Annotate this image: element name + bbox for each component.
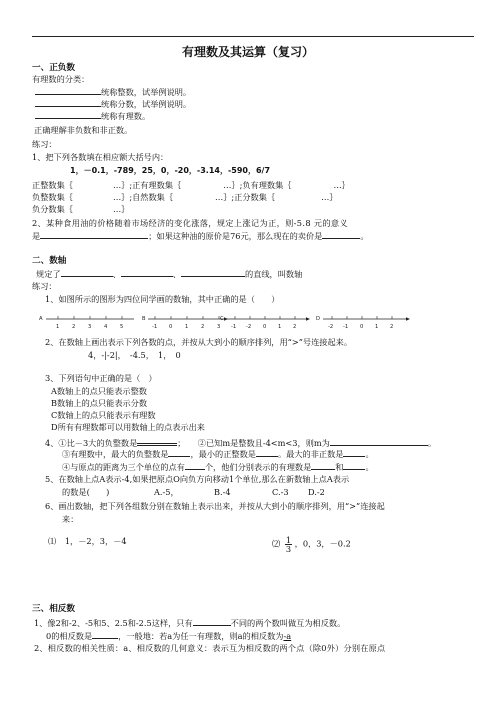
axis-c-tick-0: -1 — [231, 324, 237, 330]
question-2-2-numbers: 4，-|-2|， -4.5， 1， 0 — [88, 350, 181, 360]
axis-c-tick-3: 1 — [278, 324, 282, 330]
q4-part2: ； ②已知m是整数且-4<m<3，则m为 — [177, 438, 330, 448]
axis-b-tick-4: 3 — [217, 324, 221, 330]
question-2-4-line3 — [62, 461, 374, 472]
q3-1-part1: 1、像2和-2、-5和5、2.5和-2.5这样，只有 — [34, 618, 193, 628]
classification-line-3 — [35, 110, 150, 121]
option-b: B数轴上的点只能表示分数 — [51, 398, 148, 408]
numberline-definition — [36, 268, 302, 279]
set-negative-rational: …｝;负有理数集｛ — [223, 180, 292, 190]
axis-a-tick-2: 3 — [88, 324, 92, 330]
question-2-5-line2 — [62, 487, 325, 497]
practice-label-2: 练习： — [32, 281, 57, 291]
q4-4-part2: 个，他们分别表示的有理数是 — [204, 462, 312, 472]
axis-b-tick-1: 0 — [169, 324, 173, 330]
section-3-heading: 三、相反数 — [32, 604, 75, 614]
definition-suffix: 的直线，叫数轴 — [244, 269, 303, 279]
group-1-numbers: 1，－2，3，－4 — [64, 536, 127, 546]
classification-text-2: 统称分数，试举例说明。 — [101, 99, 192, 109]
section-2-heading: 二、数轴 — [32, 256, 67, 266]
axis-c-tick-2: 0 — [263, 324, 267, 330]
sets-row-3 — [32, 204, 129, 214]
q4-3-part4: 。 — [365, 449, 374, 459]
q4-3-part1: ③有理数中，最大的负整数是 — [62, 449, 169, 459]
option-d: D所有有理数都可以用数轴上的点表示出来 — [51, 422, 205, 432]
set-negative-integer: 负整数集｛ — [32, 192, 73, 202]
q5-option-c: C.-3 — [272, 487, 289, 497]
question-3-2: 2、相反数的相关性质：a、相反数的几何意义：表示互为相反数的两个点（除0外）分别在原点 — [34, 643, 386, 653]
definition-sep-2: 、 — [172, 269, 181, 279]
classification-label: 有理数的分类： — [32, 74, 90, 84]
axis-d-tick-1: -1 — [343, 324, 349, 330]
axis-d-letter: D — [316, 316, 320, 322]
section-1-heading: 一、正负数 — [32, 63, 75, 73]
axis-d-tick-3: 1 — [375, 324, 379, 330]
q4-part3: 。 — [427, 438, 437, 448]
axis-d-tick-0: -2 — [328, 324, 334, 330]
question-2-2: 2、在数轴上画出表示下列各数的点，并按从大到小的顺序排列，用“>”号连接起来。 — [45, 337, 353, 347]
understand-text: 正确理解非负数和非正数。 — [34, 125, 133, 135]
question-3-1-line2 — [46, 630, 291, 641]
axis-a-tick-3: 4 — [104, 324, 108, 330]
number-line-c — [220, 316, 310, 330]
q3-1-part2: 不同的两个数叫做互为相反数。 — [230, 618, 346, 628]
q2-mid: ；如果这种油的原价是76元，那么现在的卖价是 — [148, 231, 323, 241]
sets-row-2 — [32, 192, 338, 202]
q3-1-l2-part1: 0的相反数是 — [46, 631, 93, 641]
question-2-6: 6、画出数轴，把下列各组数分别在数轴上表示出来，并按从大到小的顺序排列，用“>”连接起 — [45, 501, 385, 511]
q5-answer-prompt: 的数是( ) — [62, 487, 110, 497]
classification-text-3: 统称有理数。 — [101, 111, 151, 121]
axis-b-tick-3: 2 — [201, 324, 205, 330]
q4-4-part4: 。 — [365, 462, 374, 472]
question-1-2-line1: 2、某种食用油的价格随着市场经济的变化涨落，规定上涨记为正，则-5.8 元的意义 — [32, 218, 348, 228]
axis-a-tick-4: 5 — [120, 324, 124, 330]
fraction-numerator: 1 — [285, 535, 292, 545]
sets-row-1 — [32, 180, 350, 190]
q4-3-part3: 。最大的非正数是 — [277, 449, 344, 459]
option-c: C数轴上的点只能表示有理数 — [51, 410, 156, 420]
set-positive-rational: …｝;正有理数集｛ — [112, 180, 182, 190]
q5-option-a: A.-5， — [154, 487, 179, 497]
definition-prefix: 规定了 — [36, 269, 61, 279]
axis-c-tick-4: 2 — [293, 324, 297, 330]
question-1-2-line2 — [32, 230, 369, 241]
q4-part1: 4、①比－3大的负整数是 — [45, 438, 138, 448]
question-2-5: 5、在数轴上点A表示-4,如果把原点O向负方向移动1个单位,那么在新数轴上点A表示 — [45, 474, 350, 484]
q3-1-l2-part2: ，一般地：若a为任一有理数，则a的相反数为 — [118, 631, 284, 641]
q2-end: 。 — [360, 231, 369, 241]
fraction-one-third — [285, 536, 292, 553]
axis-a-letter: A — [39, 316, 43, 322]
q5-option-b: B.-4 — [214, 487, 231, 497]
number-line-a — [39, 316, 134, 330]
axis-b-tick-2: 1 — [185, 324, 189, 330]
group-2-label: ⑵ — [272, 538, 281, 549]
axis-d-tick-2: 0 — [360, 324, 364, 330]
q2-prefix: 是 — [32, 231, 41, 241]
question-2-4-line1 — [45, 435, 436, 448]
question-3-1 — [34, 617, 345, 628]
axis-b-tick-0: -1 — [152, 324, 158, 330]
group-1-label: ⑴ — [48, 536, 57, 546]
definition-sep-1: 、 — [112, 269, 121, 279]
page-title: 有理数及其运算（复习） — [181, 45, 314, 59]
set-close-3: …｝ — [112, 204, 130, 214]
q4-4-part3: 和 — [335, 462, 344, 472]
q3-1-l2-part3: -a — [283, 631, 292, 641]
top-rule — [32, 36, 474, 37]
question-2-4-line2 — [62, 448, 374, 459]
number-line-b — [142, 316, 228, 330]
axis-a-tick-1: 2 — [72, 324, 76, 330]
question-2-3: 3、下列语句中正确的是（ ） — [45, 373, 157, 383]
axis-c-letter: C — [220, 316, 224, 322]
set-natural: …｝;自然数集｛ — [112, 192, 174, 202]
classification-text-1: 统称整数，试举例说明。 — [101, 87, 192, 97]
axis-d-tick-4: 2 — [390, 324, 394, 330]
group-2 — [272, 536, 351, 553]
q4-4-part1: ④与原点的距离为三个单位的点有 — [62, 462, 185, 472]
question-2-6-cont: 来： — [62, 514, 79, 524]
question-1-1: 1、把下列各数填在相应额大括号内： — [32, 152, 169, 162]
axis-a-tick-0: 1 — [56, 324, 60, 330]
axis-c-tick-1: -2 — [246, 324, 252, 330]
q4-3-part2: ，最小的正整数是 — [190, 449, 256, 459]
set-close-2: …｝ — [321, 192, 338, 202]
set-negative-fraction: 负分数集｛ — [32, 204, 73, 214]
classification-line-1 — [35, 86, 191, 97]
number-line-figures — [36, 310, 476, 334]
q5-option-d: D.-2 — [308, 487, 325, 497]
set-close-1: …｝ — [333, 180, 350, 190]
set-positive-integer: 正整数集｛ — [32, 180, 73, 190]
axis-b-letter: B — [142, 316, 146, 322]
option-a: A数轴上的点只能表示整数 — [51, 386, 147, 396]
number-list: 1，－0.1，-789，25，0，-20，-3.14，-590，6/7 — [70, 166, 271, 175]
practice-label-1: 练习： — [32, 139, 57, 149]
question-2-1: 1、如图所示的图形为四位同学画的数轴，其中正确的是（ ） — [45, 294, 280, 304]
number-line-d — [316, 316, 410, 330]
classification-line-2 — [35, 98, 191, 109]
fraction-denominator: 3 — [285, 544, 292, 554]
group-2-numbers: ，0，3，－0.2 — [294, 538, 351, 549]
group-1 — [48, 536, 127, 546]
set-positive-fraction: …｝;正分数集｛ — [215, 192, 276, 202]
